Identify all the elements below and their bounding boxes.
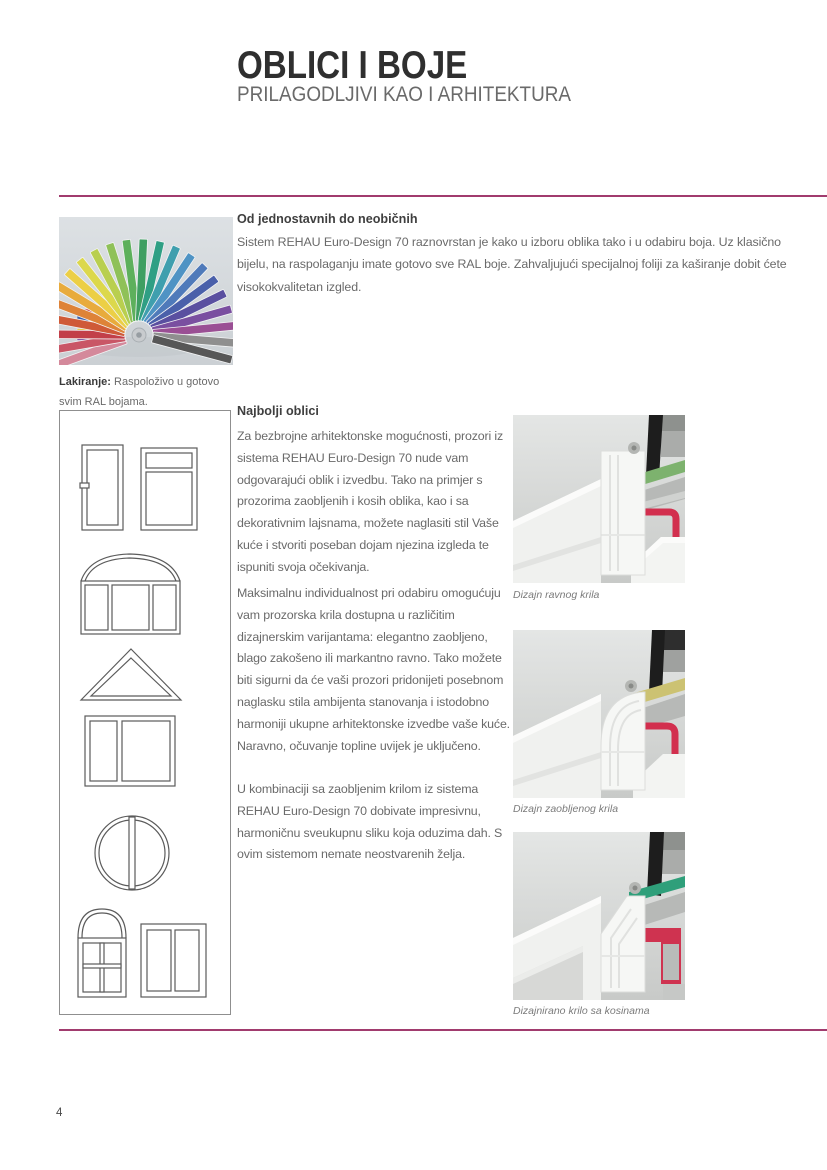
top-divider: [59, 195, 827, 197]
bottom-divider: [59, 1029, 827, 1031]
profile-caption-3: Dizajnirano krilo sa kosinama: [513, 1005, 650, 1017]
window-shapes-panel: [59, 410, 231, 1015]
shapes-paragraph-3: U kombinaciji sa zaobljenim krilom iz sistema REHAU Euro-Design 70 dobivate impresivnu, harmoničnu sveukupnu sliku koja oduzima dah. S ovim sistemom nemate neostvarenih želja.: [237, 782, 503, 862]
profile-photo-rounded-sash: [513, 630, 685, 798]
window-shape-arched-grid: [78, 909, 126, 997]
intro-heading: Od jednostavnih do neobičnih: [237, 212, 418, 226]
fan-caption-label: Lakiranje:: [59, 376, 111, 388]
profile-photo-flat-sash: [513, 415, 685, 583]
ral-color-fan-photo: [59, 217, 233, 365]
fan-caption-text: Raspoloživo u gotovo svim RAL bojama.: [59, 376, 220, 408]
page-title: OBLICI I BOJE: [237, 44, 468, 87]
page-subtitle: PRILAGODLJIVI KAO I ARHITEKTURA: [237, 83, 571, 106]
window-shape-round: [95, 816, 169, 890]
profile-photo-beveled-sash: [513, 832, 685, 1000]
window-shape-triangle: [81, 649, 181, 700]
window-shape-arched: [81, 554, 180, 634]
sash-profile: [601, 451, 645, 575]
shapes-paragraph-2: Maksimalnu individualnost pri odabiru omogućuju vam prozorska krila dostupna u različitim dizajnerskim varijantama: elegantno zaobljeno, blago zakošeno ili markantno ravno. Tako možete biti sigurni da će vaši prozori pridonijeti posebnom naglasku stila ambijenta stanovanja i istodobno harmoniji ukupne arhitektonske izvedbe vaše kuće. Naravno, očuvanje topline uvijek je uključeno.: [237, 586, 510, 753]
fan-caption: [59, 372, 231, 412]
intro-body: Sistem REHAU Euro-Design 70 raznovrstan je kako u izboru oblika tako i u odabiru boja. Uz klasično bijelu, na raspolaganju imate gotovo sve RAL boje. Zahvaljujući specijalnoj foliji za kaširanje dobit ćete visokokvalitetan izgled.: [237, 235, 787, 294]
shapes-heading: Najbolji oblici: [237, 404, 319, 418]
window-shape-casement: [80, 445, 123, 530]
profile-caption-1: Dizajn ravnog krila: [513, 589, 600, 601]
profile-caption-2: Dizajn zaobljenog krila: [513, 803, 619, 815]
shapes-paragraph-1: Za bezbrojne arhitektonske mogućnosti, prozori iz sistema REHAU Euro-Design 70 nude vam odgovarajući oblik i izvedbu. Tako na primjer s prozorima zaobljenih i kosih oblika, kao i sa dekorativnim lajsnama, možete naglasiti stil Vaše kuće i stvoriti poseban dojam njezina izgleda te ispuniti svoja očekivanja.: [237, 429, 504, 574]
window-shape-double-casement: [141, 924, 206, 997]
page-number: 4: [56, 1107, 63, 1119]
window-shape-transom: [141, 448, 197, 530]
fan-pivot: [132, 328, 146, 342]
ral-fan-illustration: [59, 217, 233, 365]
window-shape-two-pane: [85, 716, 175, 786]
window-shapes-drawing: [60, 411, 230, 1014]
